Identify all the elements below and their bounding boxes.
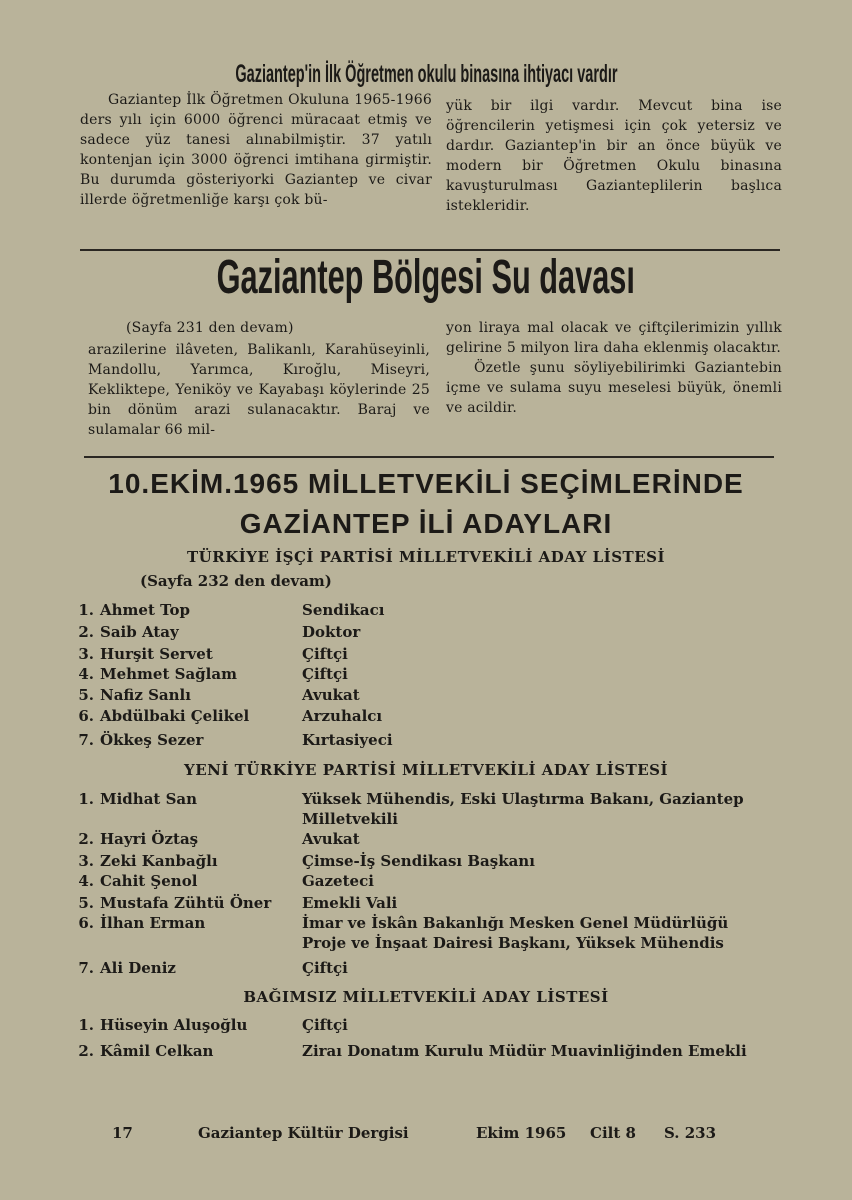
candidate-occupation: Çiftçi <box>302 645 348 663</box>
candidate-name: Hüseyin Aluşoğlu <box>100 1016 248 1034</box>
candidate-number: 2. <box>78 1042 94 1060</box>
candidate-name: Hurşit Servet <box>100 645 213 663</box>
candidate-number: 1. <box>78 601 94 619</box>
candidate-name: Hayri Öztaş <box>100 830 199 848</box>
article1-title: Gaziantep'in İlk Öğretmen okulu binasına ihtiyacı vardır <box>234 60 618 88</box>
page-footer <box>0 1124 852 1148</box>
candidate-name: Kâmil Celkan <box>100 1042 214 1060</box>
main-title: 10.EKİM.1965 MİLLETVEKİLİ SEÇİMLERİNDE <box>108 468 744 499</box>
candidate-occupation: Ziraı Donatım Kurulu Müdür Muavinliğinden Emekli <box>302 1042 747 1060</box>
candidate-occupation: Avukat <box>302 686 360 704</box>
candidate-occupation: Arzuhalcı <box>302 707 383 725</box>
article2-title: Gaziantep Bölgesi Su davası <box>216 251 636 304</box>
candidate-number: 2. <box>78 623 94 641</box>
article1-left-column <box>80 90 432 210</box>
article2-left-text: arazilerine ilâveten, Balikanlı, Karahüseyinli, Mandollu, Yarımca, Kıroğlu, Miseyri, Kekliktepe, Yeniköy ve Kayabaşı köylerinde 25 bin dönüm arazi sulanacaktır. Baraj ve sulamalar 66 mil- <box>88 342 430 438</box>
journal-name: Gaziantep Kültür Dergisi <box>198 1124 409 1142</box>
candidate-name: Saib Atay <box>100 623 179 641</box>
candidate-name: Ali Deniz <box>100 959 176 977</box>
candidate-number: 5. <box>78 686 94 704</box>
candidate-name: Abdülbaki Çelikel <box>100 707 250 725</box>
candidate-name: Nafiz Sanlı <box>100 686 191 704</box>
candidate-occupation: Emekli Vali <box>302 894 398 912</box>
candidate-number: 6. <box>78 707 94 725</box>
candidate-occupation: Çiftçi <box>302 1016 348 1034</box>
candidate-number: 3. <box>78 852 94 870</box>
candidate-occupation: Çiftçi <box>302 959 348 977</box>
candidate-number: 7. <box>78 731 94 749</box>
candidate-occupation: Doktor <box>302 623 361 641</box>
issue-date: Ekim 1965 <box>476 1124 567 1142</box>
ytp-list-heading: YENİ TÜRKİYE PARTİSİ MİLLETVEKİLİ ADAY LİSTESİ <box>183 761 669 779</box>
candidate-occupation: Gazeteci <box>302 872 374 890</box>
candidate-number: 4. <box>78 872 94 890</box>
candidate-number: 1. <box>78 1016 94 1034</box>
article2-left-column <box>88 318 430 440</box>
volume-number: Cilt 8 <box>590 1124 636 1142</box>
candidate-number: 3. <box>78 645 94 663</box>
article2-continued-note: (Sayfa 231 den devam) <box>126 320 294 336</box>
candidate-name: Mehmet Sağlam <box>100 665 237 683</box>
page-number: 17 <box>112 1124 133 1142</box>
candidate-occupation: Yüksek Mühendis, Eski Ulaştırma Bakanı, Gaziantep Milletvekili <box>302 790 744 828</box>
candidate-occupation: Çiftçi <box>302 665 348 683</box>
candidate-occupation: Kırtasiyeci <box>302 731 393 749</box>
article2-right-column <box>446 318 782 418</box>
independent-list-heading: BAĞIMSIZ MİLLETVEKİLİ ADAY LİSTESİ <box>243 988 609 1006</box>
article1-right-text: yük bir ilgi vardır. Mevcut bina ise öğrencilerin yetişmesi için çok yetersiz ve dardır. Gaziantep'in bir an önce büyük ve modern bir Öğretmen Okulu binasına kavuşturulması Gazianteplilerin başlıca istekleridir. <box>446 98 782 214</box>
candidate-occupation: Sendikacı <box>302 601 385 619</box>
candidate-number: 5. <box>78 894 94 912</box>
candidate-number: 2. <box>78 830 94 848</box>
candidate-name: Cahit Şenol <box>100 872 198 890</box>
candidate-name: İlhan Erman <box>100 914 206 932</box>
candidate-occupation: İmar ve İskân Bakanlığı Mesken Genel Müdürlüğü Proje ve İnşaat Dairesi Başkanı, Yüksek Mühendis <box>302 914 729 952</box>
candidate-occupation: Çimse-İş Sendikası Başkanı <box>302 852 535 870</box>
candidate-number: 4. <box>78 665 94 683</box>
candidate-number: 7. <box>78 959 94 977</box>
candidate-name: Ökkeş Sezer <box>100 731 204 749</box>
main-subtitle: GAZİANTEP İLİ ADAYLARI <box>239 508 613 539</box>
tip-continued-note: (Sayfa 232 den devam) <box>140 572 332 590</box>
candidate-name: Mustafa Zühtü Öner <box>100 894 272 912</box>
candidate-number: 1. <box>78 790 94 808</box>
candidate-name: Zeki Kanbağlı <box>100 852 218 870</box>
divider-rule <box>84 456 774 458</box>
article2-right-text-2: Özetle şunu söyliyebilirimki Gaziantebin içme ve sulama suyu meselesi büyük, önemli ve acildir. <box>446 360 782 416</box>
candidate-occupation: Avukat <box>302 830 360 848</box>
article1-left-text: Gaziantep İlk Öğretmen Okuluna 1965-1966 ders yılı için 6000 öğrenci müracaat etmiş ve sadece yüz tanesi alınabilmiştir. 37 yatılı kontenjan için 3000 öğrenci imtihana girmiştir. Bu durumda gösteriyorki Gaziantep ve civar illerde öğretmenliğe karşı çok bü- <box>80 92 432 208</box>
candidate-name: Ahmet Top <box>100 601 191 619</box>
article2-right-text-1: yon liraya mal olacak ve çiftçilerimizin yıllık gelirine 5 milyon lira daha eklenmiş olacaktır. <box>446 320 782 356</box>
candidate-name: Midhat San <box>100 790 198 808</box>
candidate-number: 6. <box>78 914 94 932</box>
tip-list-heading: TÜRKİYE İŞÇİ PARTİSİ MİLLETVEKİLİ ADAY LİSTESİ <box>187 548 665 566</box>
issue-number: S. 233 <box>664 1124 717 1142</box>
article1-right-column <box>446 96 782 216</box>
